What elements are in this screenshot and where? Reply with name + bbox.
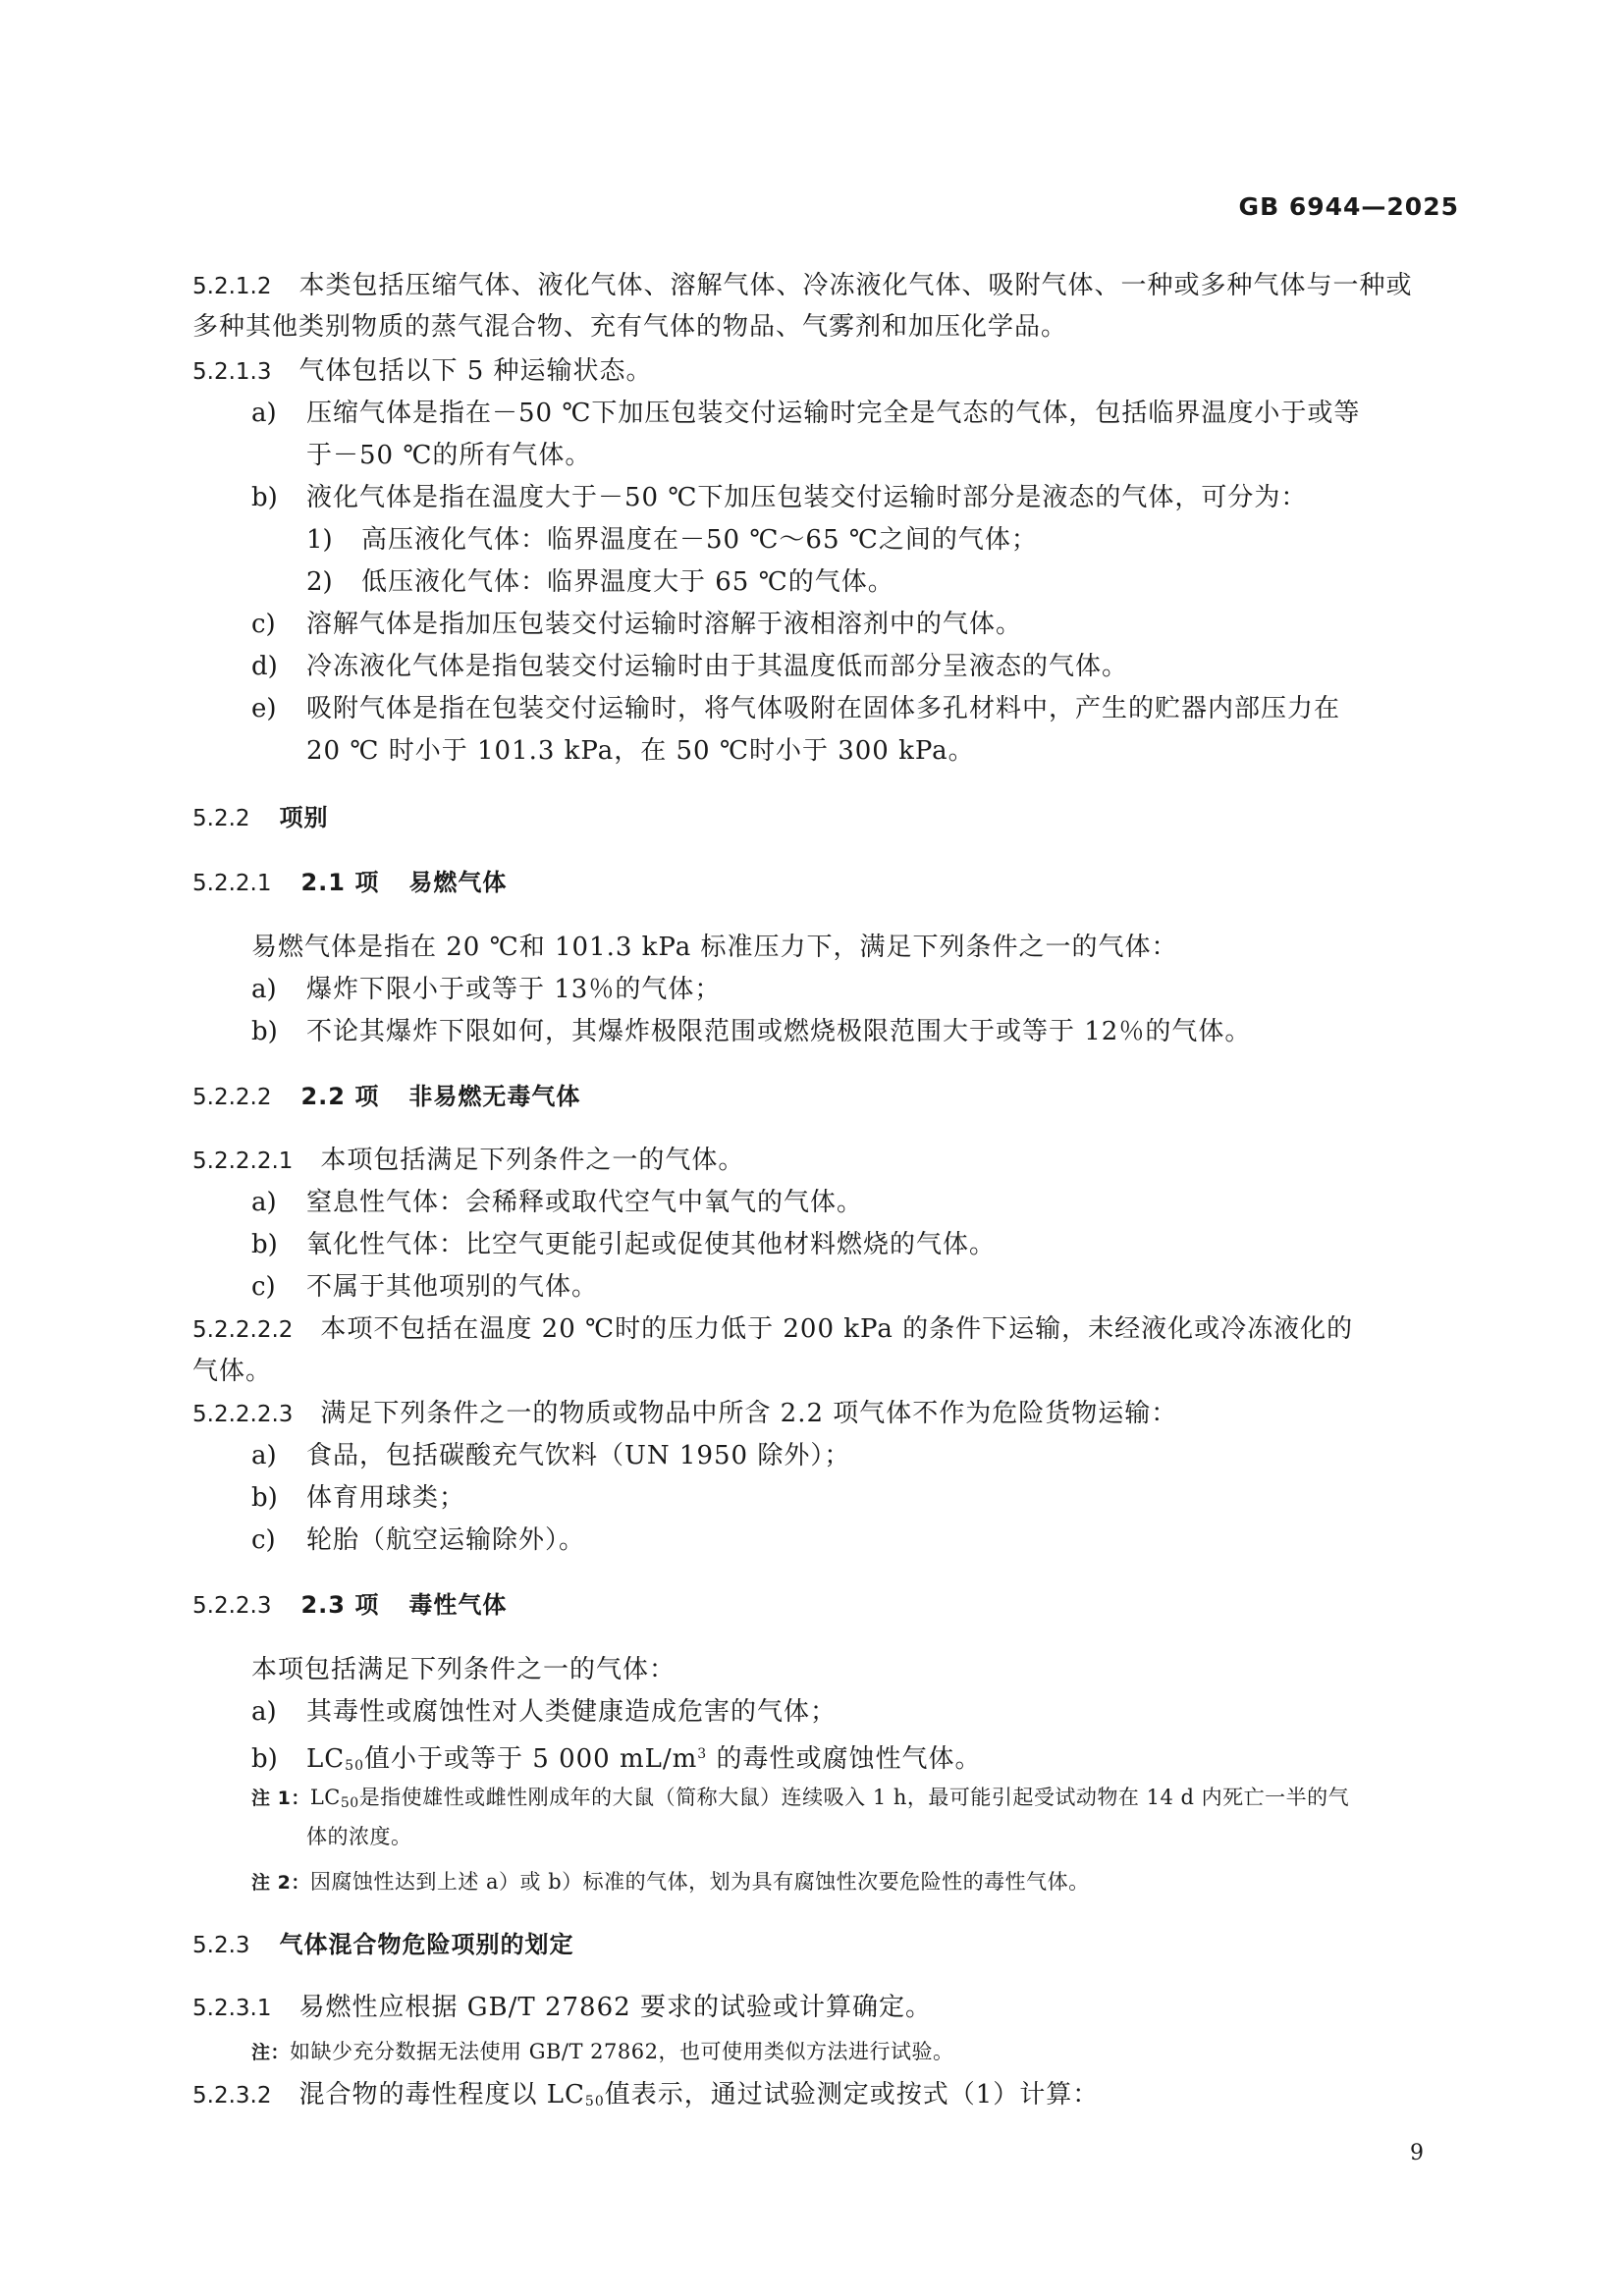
list-item-c bbox=[251, 610, 1022, 639]
lc50-symbol: LC bbox=[309, 1786, 341, 1809]
lc50-symbol: LC bbox=[306, 1744, 346, 1774]
list-item-e bbox=[251, 694, 1340, 723]
sub-text: 低压液化气体：临界温度大于 65 ℃的气体。 bbox=[361, 567, 894, 597]
sub-text: 高压液化气体：临界温度在－50 ℃～65 ℃之间的气体； bbox=[361, 525, 1038, 555]
note-label: 注 2： bbox=[251, 1872, 310, 1894]
list-text: 冷冻液化气体是指包装交付运输时由于其温度低而部分呈液态的气体。 bbox=[306, 652, 1129, 681]
list-label: b) bbox=[251, 1744, 278, 1774]
sub-item-2 bbox=[306, 567, 894, 597]
clause-5-2-1-3 bbox=[192, 356, 653, 387]
list-text: 体育用球类； bbox=[306, 1483, 466, 1513]
clause-text: 满足下列条件之一的物质或物品中所含 2.2 项气体不作为危险货物运输： bbox=[320, 1399, 1178, 1428]
list-item-d bbox=[251, 652, 1128, 681]
list-label: c) bbox=[251, 1272, 276, 1302]
list-text: 爆炸下限小于或等于 13％的气体； bbox=[306, 975, 722, 1004]
list-item-b bbox=[251, 1230, 996, 1259]
list-label: d) bbox=[251, 652, 278, 681]
list-label: b) bbox=[251, 483, 278, 512]
lc50-subscript: 50 bbox=[584, 2094, 605, 2109]
list-item-b bbox=[251, 1739, 981, 1781]
list-text-end: 的毒性或腐蚀性气体。 bbox=[707, 1744, 982, 1774]
list-label: b) bbox=[251, 1230, 278, 1259]
list-text: 不属于其他项别的气体。 bbox=[306, 1272, 599, 1302]
list-text: 溶解气体是指加压包装交付运输时溶解于液相溶剂中的气体。 bbox=[306, 610, 1023, 639]
list-text: 压缩气体是指在－50 ℃下加压包装交付运输时完全是气态的气体，包括临界温度小于或等 bbox=[306, 399, 1361, 428]
unit-superscript: 3 bbox=[697, 1746, 708, 1762]
clause-text-end: 值表示，通过试验测定或按式（1）计算： bbox=[604, 2080, 1100, 2109]
division-label: 2.1 项 bbox=[300, 869, 380, 896]
clause-5-2-3-1 bbox=[192, 1993, 932, 2023]
clause-5-2-2-2-3 bbox=[192, 1399, 1177, 1429]
sub-label: 1) bbox=[306, 525, 333, 555]
clause-5-2-1-2 bbox=[192, 271, 1412, 301]
clause-text: 本类包括压缩气体、液化气体、溶解气体、冷冻液化气体、吸附气体、一种或多种气体与一种或 bbox=[298, 271, 1413, 300]
list-item-b bbox=[251, 1017, 1251, 1046]
section-number: 5.2.3 bbox=[192, 1933, 250, 1958]
note-2 bbox=[251, 1869, 1090, 1896]
list-label: a) bbox=[251, 1697, 277, 1727]
clause-number: 5.2.2.2.2 bbox=[192, 1317, 294, 1343]
clause-text: 本项包括满足下列条件之一的气体。 bbox=[320, 1146, 745, 1175]
paragraph-intro: 本项包括满足下列条件之一的气体： bbox=[251, 1655, 677, 1684]
list-text: 不论其爆炸下限如何，其爆炸极限范围或燃烧极限范围大于或等于 12％的气体。 bbox=[306, 1017, 1252, 1046]
clause-5-2-1-2-cont: 多种其他类别物质的蒸气混合物、充有气体的物品、气雾剂和加压化学品。 bbox=[192, 312, 1068, 342]
section-heading-5-2-2-3 bbox=[192, 1590, 507, 1621]
section-title: 气体混合物危险项别的划定 bbox=[279, 1931, 574, 1958]
list-item-a bbox=[251, 1697, 837, 1727]
list-item-c bbox=[251, 1525, 585, 1555]
section-heading-5-2-2-2 bbox=[192, 1082, 580, 1112]
note-label: 注： bbox=[251, 2042, 291, 2063]
section-heading-5-2-3 bbox=[192, 1930, 574, 1960]
section-title: 毒性气体 bbox=[408, 1591, 508, 1619]
clause-5-2-2-2-1 bbox=[192, 1146, 744, 1176]
list-item-b bbox=[251, 483, 1307, 512]
section-heading-5-2-2 bbox=[192, 803, 329, 833]
list-label: a) bbox=[251, 975, 277, 1004]
list-label: e) bbox=[251, 694, 277, 723]
clause-5-2-2-2-2 bbox=[192, 1314, 1353, 1345]
paragraph-intro: 易燃气体是指在 20 ℃和 101.3 kPa 标准压力下，满足下列条件之一的气体： bbox=[251, 933, 1178, 962]
page-number: 9 bbox=[1410, 2141, 1424, 2165]
section-heading-5-2-2-1 bbox=[192, 868, 507, 898]
section-title: 项别 bbox=[279, 804, 329, 831]
lc50-subscript: 50 bbox=[345, 1758, 364, 1774]
note-text: 是指使雄性或雌性刚成年的大鼠（简称大鼠）连续吸入 1 h，最可能引起受试动物在 14 d 内死亡一半的气 bbox=[358, 1786, 1350, 1809]
note-text: 如缺少充分数据无法使用 GB/T 27862，也可使用类似方法进行试验。 bbox=[290, 2040, 954, 2063]
list-text: 液化气体是指在温度大于－50 ℃下加压包装交付运输时部分是液态的气体，可分为： bbox=[306, 483, 1308, 512]
list-text: 食品，包括碳酸充气饮料（UN 1950 除外）； bbox=[306, 1441, 851, 1470]
clause-text: 本项不包括在温度 20 ℃时的压力低于 200 kPa 的条件下运输，未经液化或冷冻液化的 bbox=[320, 1314, 1354, 1344]
list-text: 其毒性或腐蚀性对人类健康造成危害的气体； bbox=[306, 1697, 838, 1727]
clause-text: 气体包括以下 5 种运输状态。 bbox=[298, 356, 653, 386]
section-title: 易燃气体 bbox=[408, 869, 508, 896]
list-text: 吸附气体是指在包装交付运输时，将气体吸附在固体多孔材料中，产生的贮器内部压力在 bbox=[306, 694, 1341, 723]
section-number: 5.2.2.3 bbox=[192, 1593, 272, 1619]
sub-label: 2) bbox=[306, 567, 333, 597]
division-label: 2.2 项 bbox=[300, 1083, 380, 1110]
list-item-b bbox=[251, 1483, 465, 1513]
list-label: b) bbox=[251, 1017, 278, 1046]
clause-number: 5.2.3.2 bbox=[192, 2083, 272, 2109]
sub-item-1 bbox=[306, 525, 1038, 555]
section-number: 5.2.2.2 bbox=[192, 1085, 272, 1110]
note-label: 注 1： bbox=[251, 1788, 310, 1809]
clause-5-2-3-2 bbox=[192, 2080, 1099, 2116]
list-label: a) bbox=[251, 399, 277, 428]
note-1 bbox=[251, 1785, 1349, 1816]
list-label: c) bbox=[251, 610, 276, 639]
list-text: 窒息性气体：会稀释或取代空气中氧气的气体。 bbox=[306, 1188, 864, 1217]
note-text: 因腐蚀性达到上述 a）或 b）标准的气体，划为具有腐蚀性次要危险性的毒性气体。 bbox=[309, 1870, 1090, 1894]
list-item-a-cont: 于－50 ℃的所有气体。 bbox=[306, 441, 592, 470]
section-title: 非易燃无毒气体 bbox=[408, 1083, 581, 1110]
note-3 bbox=[251, 2039, 953, 2065]
clause-number: 5.2.1.3 bbox=[192, 359, 272, 385]
standard-id-header: GB 6944—2025 bbox=[1238, 192, 1459, 221]
division-label: 2.3 项 bbox=[300, 1591, 380, 1619]
list-item-a bbox=[251, 1188, 863, 1217]
list-label: b) bbox=[251, 1483, 278, 1513]
lc50-subscript: 50 bbox=[340, 1795, 359, 1811]
list-label: c) bbox=[251, 1525, 276, 1555]
list-label: a) bbox=[251, 1441, 277, 1470]
section-number: 5.2.2 bbox=[192, 806, 250, 831]
clause-number: 5.2.3.1 bbox=[192, 1996, 272, 2021]
list-text: 轮胎（航空运输除外）。 bbox=[306, 1525, 586, 1555]
list-item-a bbox=[251, 1441, 850, 1470]
clause-number: 5.2.2.2.3 bbox=[192, 1402, 294, 1427]
clause-number: 5.2.2.2.1 bbox=[192, 1148, 294, 1174]
clause-number: 5.2.1.2 bbox=[192, 274, 272, 299]
clause-5-2-2-2-2-cont: 气体。 bbox=[192, 1357, 273, 1386]
section-number: 5.2.2.1 bbox=[192, 871, 272, 896]
list-label: a) bbox=[251, 1188, 277, 1217]
list-text: 值小于或等于 5 000 mL/m bbox=[364, 1744, 698, 1774]
list-item-a bbox=[251, 975, 721, 1004]
note-1-cont: 体的浓度。 bbox=[306, 1825, 412, 1848]
list-item-c bbox=[251, 1272, 598, 1302]
clause-text: 易燃性应根据 GB/T 27862 要求的试验或计算确定。 bbox=[298, 1993, 932, 2022]
list-text: 氧化性气体：比空气更能引起或促使其他材料燃烧的气体。 bbox=[306, 1230, 997, 1259]
clause-text: 混合物的毒性程度以 LC bbox=[298, 2080, 585, 2109]
list-item-e-cont: 20 ℃ 时小于 101.3 kPa，在 50 ℃时小于 300 kPa。 bbox=[306, 736, 975, 766]
list-item-a bbox=[251, 399, 1360, 428]
